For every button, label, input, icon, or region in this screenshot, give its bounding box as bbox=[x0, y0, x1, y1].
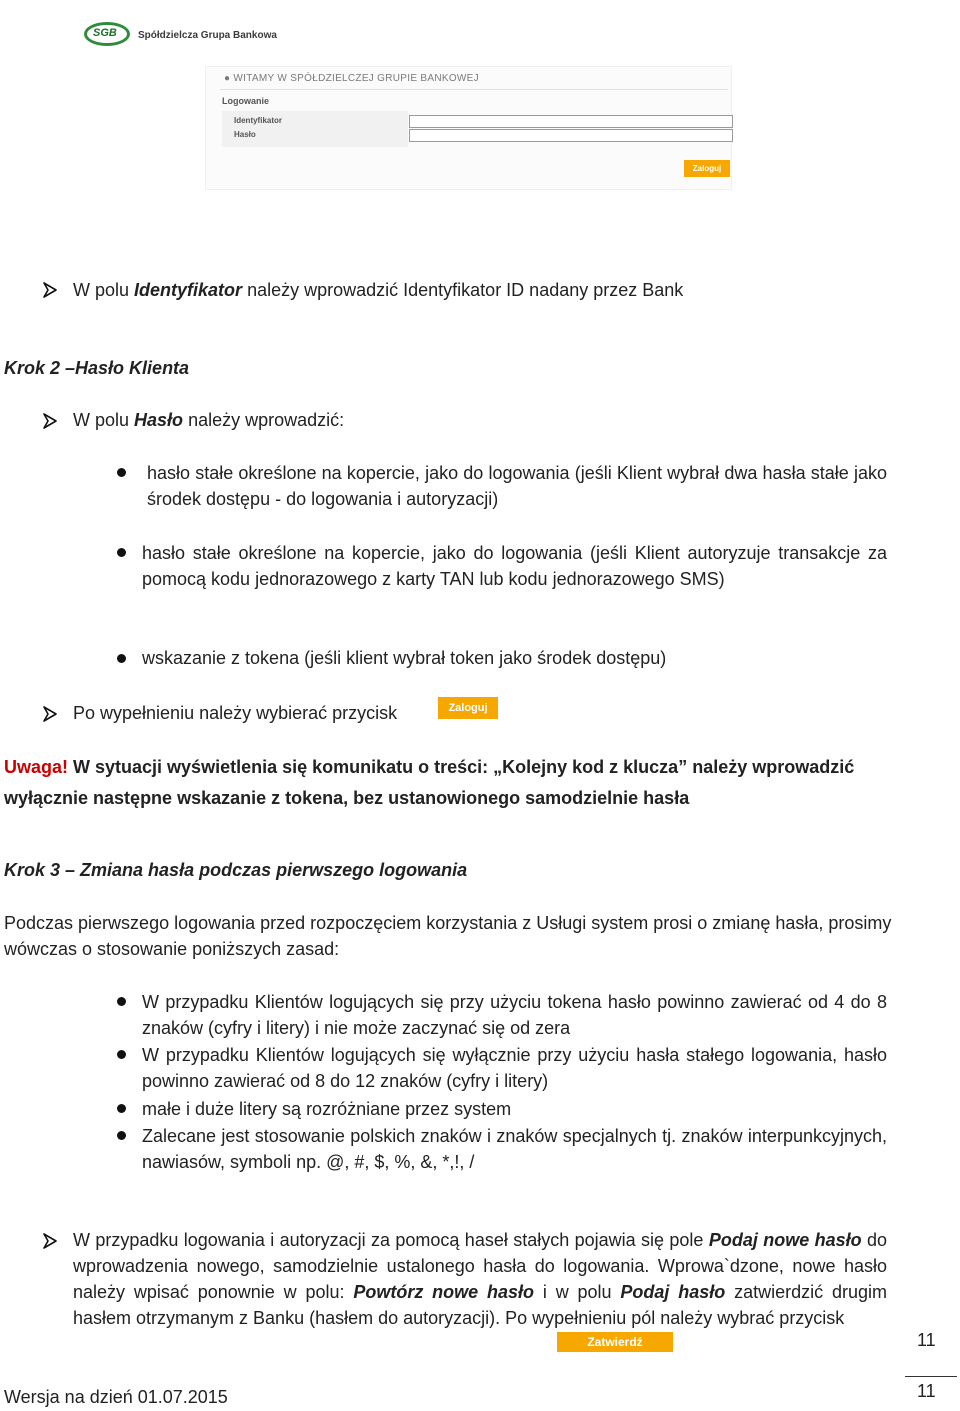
step2-heading: Krok 2 –Hasło Klienta bbox=[4, 358, 190, 378]
page-number-bottom: 11 bbox=[917, 1381, 936, 1401]
step3-heading: Krok 3 – Zmiana hasła podczas pierwszego logowania bbox=[4, 860, 468, 880]
login-section-title: Logowanie bbox=[222, 96, 269, 106]
login-welcome: ● WITAMY W SPÓŁDZIELCZEJ GRUPIE BANKOWEJ bbox=[224, 73, 479, 84]
warning-label: Uwaga! bbox=[4, 757, 69, 777]
login-button-image: Zaloguj bbox=[684, 160, 730, 177]
bullet-dot bbox=[117, 1131, 126, 1140]
password-instruction: W polu Hasło należy wprowadzić: bbox=[73, 410, 345, 430]
bullet-dot bbox=[117, 1104, 126, 1113]
logo-name: Spółdzielcza Grupa Bankowa bbox=[138, 29, 277, 41]
identifier-instruction: W polu Identyfikator należy wprowadzić Identyfikator ID nadany przez Bank bbox=[73, 280, 684, 300]
arrow-bullet-icon bbox=[42, 706, 58, 722]
zaloguj-button-image: Zaloguj bbox=[438, 697, 498, 719]
zatwierdz-button-image: Zatwierdź bbox=[557, 1332, 673, 1352]
arrow-bullet-icon bbox=[42, 413, 58, 429]
bullet-dot bbox=[117, 468, 126, 477]
sgb-logo-mark bbox=[84, 22, 132, 48]
rule-1: W przypadku Klientów logujących się przy użyciu tokena hasło powinno zawierać od 4 do 8 znaków (cyfry i litery) i nie może zaczynać się od zera bbox=[142, 992, 887, 1038]
arrow-bullet-icon bbox=[42, 282, 58, 298]
login-id-input bbox=[409, 115, 733, 128]
login-id-label: Identyfikator bbox=[234, 116, 283, 125]
rule-2: W przypadku Klientów logujących się wyłącznie przy użyciu hasła stałego logowania, hasło powinno zawierać od 8 do 12 znaków (cyfry i litery) bbox=[142, 1045, 887, 1091]
rule-3: małe i duże litery są rozróżniane przez system bbox=[142, 1099, 512, 1119]
bullet-dot bbox=[117, 654, 126, 663]
logo-mark-text: SGB bbox=[93, 27, 117, 39]
page-number-top: 11 bbox=[917, 1330, 936, 1350]
login-password-label: Hasło bbox=[234, 130, 256, 139]
bullet-dot bbox=[117, 997, 126, 1006]
footer-rule bbox=[905, 1376, 957, 1377]
password-option-2: hasło stałe określone na kopercie, jako do logowania (jeśli Klient autoryzuje transakcje za pomocą kodu jednorazowego z karty TAN lub kodu jednorazowego SMS) bbox=[142, 543, 887, 589]
login-screenshot bbox=[205, 66, 732, 190]
bullet-dot bbox=[117, 1050, 126, 1059]
warning-paragraph: Uwaga! W sytuacji wyświetlenia się komunikatu o treści: „Kolejny kod z klucza” należy wprowadzić wyłącznie następne wskazanie z tokena, bez ustanowionego samodzielnie hasła bbox=[4, 757, 855, 808]
after-fill-instruction: Po wypełnieniu należy wybierać przycisk bbox=[73, 703, 398, 723]
password-option-3: wskazanie z tokena (jeśli klient wybrał token jako środek dostępu) bbox=[142, 648, 667, 668]
step3-intro: Podczas pierwszego logowania przed rozpoczęciem korzystania z Usługi system prosi o zmianę hasła, prosimy wówczas o stosowanie poniższych zasad: bbox=[4, 913, 892, 959]
rule-4: Zalecane jest stosowanie polskich znaków i znaków specjalnych tj. znaków interpunkcyjnych, nawiasów, symboli np. @, #, $, %, &, *,!, / bbox=[142, 1126, 887, 1172]
login-password-input bbox=[409, 129, 733, 142]
sgb-logo bbox=[84, 20, 277, 50]
arrow-bullet-icon bbox=[42, 1233, 58, 1249]
bullet-dot bbox=[117, 548, 126, 557]
new-password-paragraph: W przypadku logowania i autoryzacji za pomocą haseł stałych pojawia się pole Podaj nowe hasło do wprowadzenia nowego, samodzielnie ustalonego hasła do logowania. Wprowa`dzone, nowe hasło należy wpisać ponownie w polu: Powtórz nowe hasło i w polu Podaj hasło zatwierdzić drugim hasłem otrzymanym z Banku (hasłem do autoryzacji). Po wypełnieniu pól należy wybrać przycisk bbox=[73, 1230, 888, 1328]
footer-version: Wersja na dzień 01.07.2015 bbox=[4, 1387, 228, 1407]
password-option-1: hasło stałe określone na kopercie, jako do logowania (jeśli Klient wybrał dwa hasła stałe jako środek dostępu - do logowania i autoryzacji) bbox=[147, 463, 887, 509]
